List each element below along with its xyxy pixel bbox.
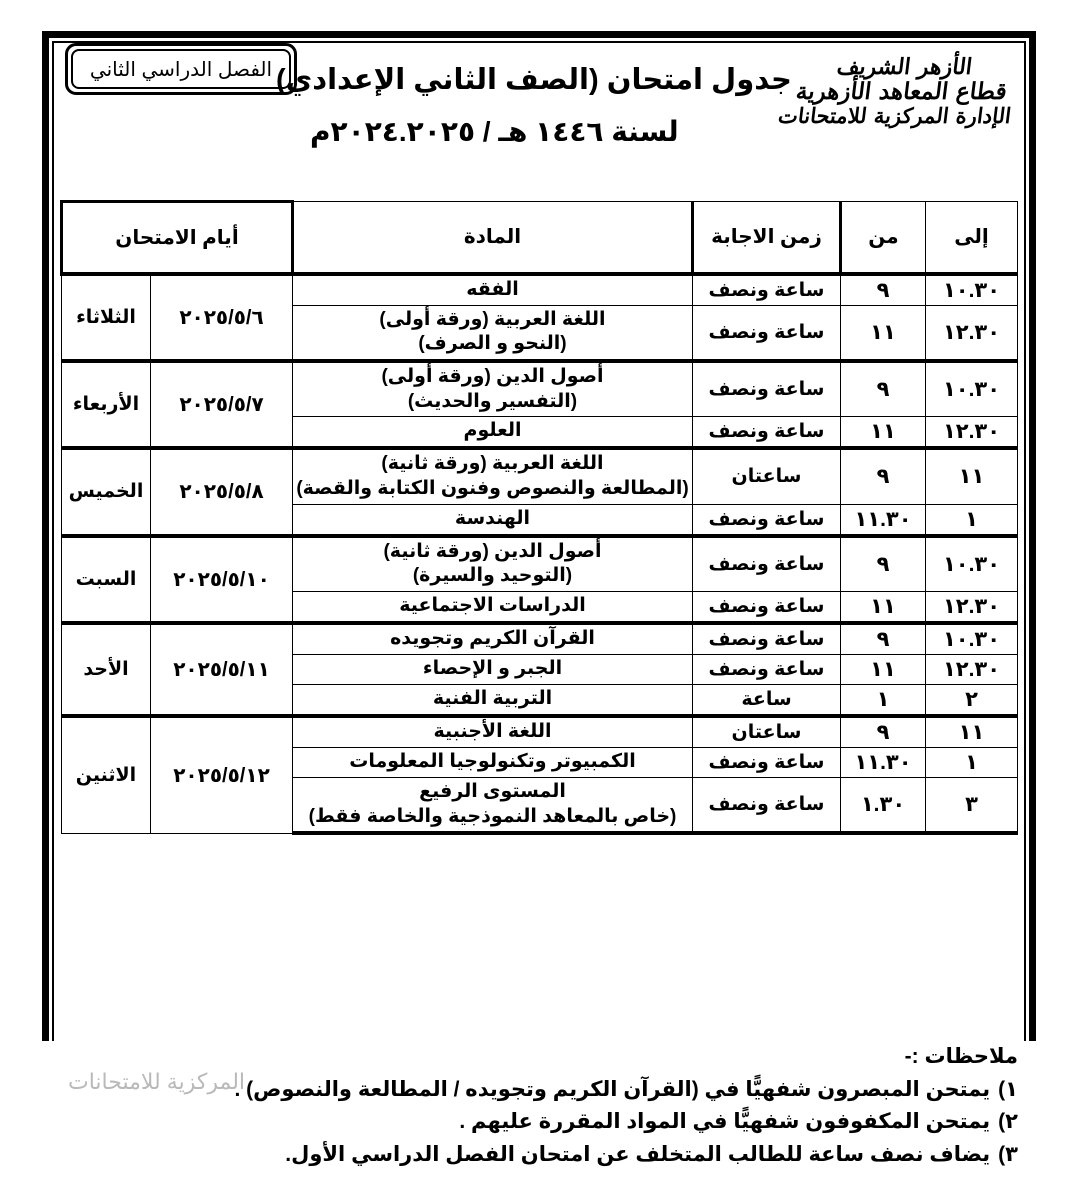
org-line-department: الإدارة المركزية للامتحانات [776,102,1013,128]
cell-time-to: ١١ [926,448,1018,504]
cell-duration: ساعة [693,685,841,717]
subject-line-1: أصول الدين (ورقة ثانية) [383,540,602,562]
cell-duration: ساعة ونصف [693,274,841,306]
cell-subject [293,685,693,717]
column-header-from: من [841,202,926,274]
cell-subject [293,716,693,748]
cell-time-to: ١ [926,504,1018,536]
note-text: يمتحن المكفوفون شفهيًّا في المواد المقررة عليهم . [459,1110,991,1134]
cell-time-from: ٩ [841,536,926,592]
exam-schedule-table [60,200,1018,835]
cell-time-to: ١٢.٣٠ [926,655,1018,685]
cell-duration: ساعة ونصف [693,592,841,624]
column-header-subject: المادة [293,202,693,274]
cell-time-to: ١٢.٣٠ [926,305,1018,361]
cell-time-from: ١١ [841,592,926,624]
subject-line-1: المستوى الرفيع [419,781,566,802]
cell-time-to: ٢ [926,685,1018,717]
cell-exam-date: ٢٠٢٥/٥/١١ [151,623,293,716]
table-row [61,448,1017,504]
org-line-azhar: الأزهر الشريف [835,54,974,80]
cell-time-to: ١ [926,748,1018,778]
subject-line-1: العلوم [463,420,522,442]
cell-exam-day: الثلاثاء [61,274,150,361]
page-title-block [276,62,796,149]
subject-line-1: اللغة العربية (ورقة ثانية) [381,453,604,475]
note-number: ١) [998,1078,1018,1101]
note-text: يمتحن المبصرون شفهيًّا في (القرآن الكريم وتجويده / المطالعة والنصوص) . [234,1078,991,1101]
cell-time-from: ٩ [841,716,926,748]
notes-section [60,1044,1018,1172]
cell-duration: ساعة ونصف [693,655,841,685]
cell-exam-day: الخميس [61,448,150,535]
cell-subject [293,448,693,504]
subject-line-1: الدراسات الاجتماعية [399,595,586,617]
table-header-row [61,202,1017,274]
subject-line-2: (التوحيد والسيرة) [412,565,573,587]
page-subtitle-year: لسنة ١٤٤٦ هـ / ٢٠٢٤.٢٠٢٥م [310,116,679,148]
cell-exam-day: السبت [61,536,150,623]
cell-time-to: ١٠.٣٠ [926,623,1018,655]
subject-line-2: (النحو و الصرف) [418,333,567,355]
table-body [61,274,1017,834]
cell-time-from: ٩ [841,361,926,417]
table-row [61,536,1017,592]
term-badge-inner [71,49,291,89]
cell-exam-day: الأحد [61,623,150,716]
cell-time-from: ١١.٣٠ [841,504,926,536]
cell-subject [293,274,693,306]
cell-exam-date: ٢٠٢٥/٥/١٠ [151,536,293,623]
exam-schedule-table-wrapper [62,200,1018,835]
cell-duration: ساعتان [693,716,841,748]
cell-subject [293,592,693,624]
table-row [61,623,1017,655]
note-item [60,1140,1018,1170]
table-row [61,716,1017,748]
cell-time-from: ٩ [841,448,926,504]
document-header [52,34,1026,189]
cell-time-to: ١٢.٣٠ [926,592,1018,624]
term-badge [65,43,297,95]
table-row [61,361,1017,417]
cell-time-to: ١٠.٣٠ [926,361,1018,417]
cell-subject [293,623,693,655]
cell-subject [293,778,693,834]
cell-time-from: ١١ [841,417,926,449]
note-number: ٢) [998,1110,1018,1134]
cell-duration: ساعة ونصف [693,748,841,778]
notes-title: ملاحظات :- [904,1045,1018,1068]
cell-time-to: ٣ [926,778,1018,834]
org-line-sector: قطاع المعاهد الأزهرية [794,77,1009,105]
column-header-duration: زمن الاجابة [693,202,841,274]
cell-subject [293,748,693,778]
cell-time-from: ١ [841,685,926,717]
cell-exam-day: الأربعاء [61,361,150,448]
cell-time-from: ٩ [841,623,926,655]
cell-exam-date: ٢٠٢٥/٥/١٢ [151,716,293,833]
subject-line-2: (التفسير والحديث) [407,390,578,412]
cell-time-from: ٩ [841,274,926,306]
cell-duration: ساعة ونصف [693,536,841,592]
cell-duration: ساعتان [693,448,841,504]
term-badge-label: الفصل الدراسي الثاني [89,58,273,81]
cell-duration: ساعة ونصف [693,417,841,449]
organization-calligraphy [776,54,1019,128]
cell-subject [293,504,693,536]
page-title: جدول امتحان (الصف الثاني الإعدادي) [276,64,792,96]
cell-duration: ساعة ونصف [693,778,841,834]
cell-time-from: ١١ [841,655,926,685]
subject-line-1: اللغة العربية (ورقة أولى) [379,308,606,330]
subject-line-1: الفقه [466,278,519,300]
subject-line-1: أصول الدين (ورقة أولى) [381,365,604,387]
cell-duration: ساعة ونصف [693,305,841,361]
subject-line-1: الجبر و الإحصاء [422,658,563,680]
note-text: يضاف نصف ساعة للطالب المتخلف عن امتحان الفصل الدراسي الأول. [285,1142,991,1166]
cell-duration: ساعة ونصف [693,504,841,536]
column-header-to: إلى [926,202,1018,274]
subject-line-1: الهندسة [454,507,531,529]
subject-line-1: التربية الفنية [432,688,553,710]
watermark: المركزية للامتحانات [68,1069,246,1094]
cell-exam-date: ٢٠٢٥/٥/٧ [151,361,293,448]
note-item [60,1107,1018,1137]
subject-line-1: اللغة الأجنبية [433,721,552,743]
table-head [61,202,1017,274]
cell-subject [293,305,693,361]
cell-duration: ساعة ونصف [693,361,841,417]
cell-exam-day: الاثنين [61,716,150,833]
cell-time-to: ١٠.٣٠ [926,536,1018,592]
cell-exam-date: ٢٠٢٥/٥/٨ [151,448,293,535]
cell-time-from: ١.٣٠ [841,778,926,834]
cell-subject [293,536,693,592]
cell-time-from: ١١.٣٠ [841,748,926,778]
subject-line-2: (المطالعة والنصوص وفنون الكتابة والقصة) [296,477,689,499]
table-row [61,274,1017,306]
cell-time-from: ١١ [841,305,926,361]
cell-exam-date: ٢٠٢٥/٥/٦ [151,274,293,361]
cell-time-to: ١٢.٣٠ [926,417,1018,449]
cell-subject [293,655,693,685]
cell-subject [293,417,693,449]
cell-subject [293,361,693,417]
subject-line-2: (خاص بالمعاهد النموذجية والخاصة فقط) [308,805,677,827]
cell-duration: ساعة ونصف [693,623,841,655]
note-number: ٣) [998,1142,1018,1166]
cell-time-to: ١١ [926,716,1018,748]
subject-line-1: القرآن الكريم وتجويده [390,628,595,650]
cell-time-to: ١٠.٣٠ [926,274,1018,306]
subject-line-1: الكمبيوتر وتكنولوجيا المعلومات [349,751,636,773]
column-header-exam-days: أيام الامتحان [61,202,292,274]
